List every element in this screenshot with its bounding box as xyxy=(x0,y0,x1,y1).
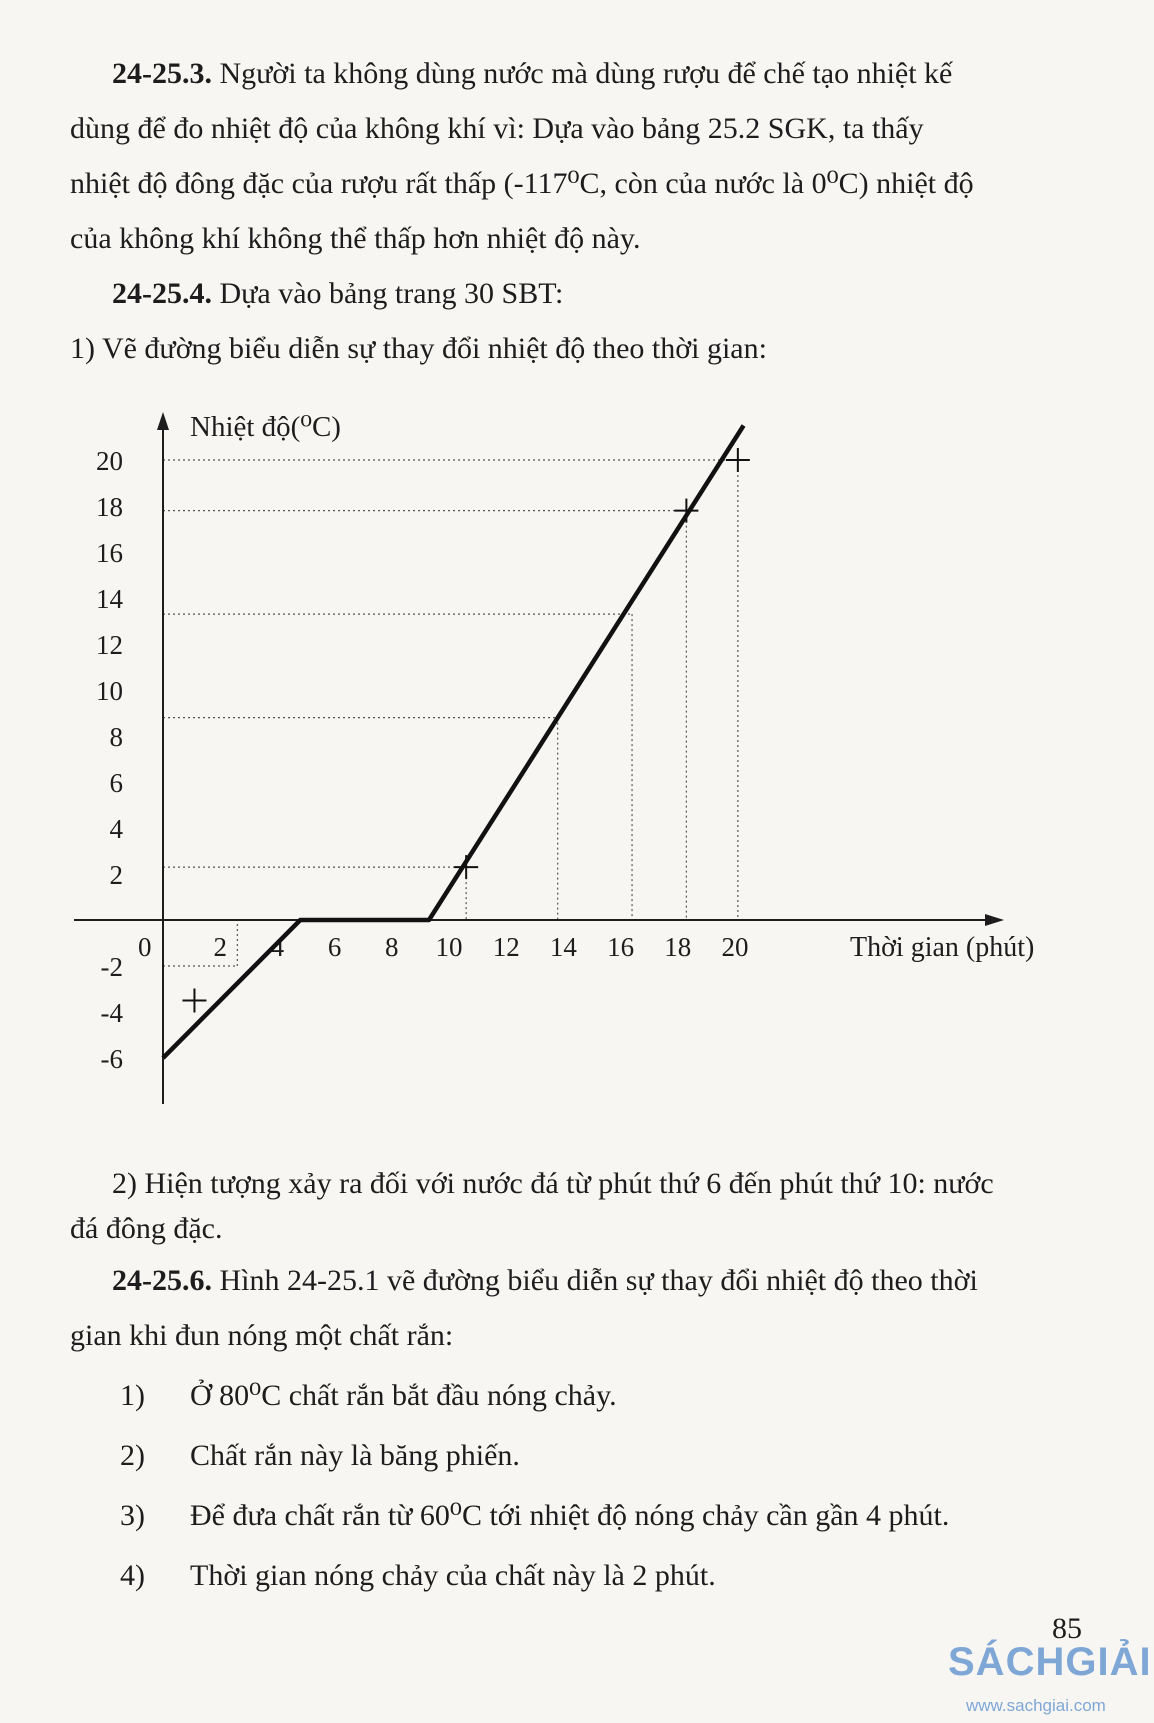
text-line: gian khi đun nóng một chất rắn: xyxy=(70,1319,454,1352)
list-item xyxy=(120,1376,1100,1416)
y-tick-label: -4 xyxy=(100,998,123,1028)
text-line: đá đông đặc. xyxy=(70,1212,223,1245)
text-line: Người ta không dùng nước mà dùng rượu để chế tạo nhiệt kế xyxy=(212,57,953,90)
text-line: nhiệt độ đông đặc của rượu rất thấp (-117⁰C, còn của nước là 0⁰C) nhiệt độ xyxy=(70,167,974,200)
list-item xyxy=(120,1496,1100,1536)
x-tick-label: 10 xyxy=(435,932,463,962)
temperature-line xyxy=(163,426,744,1059)
logo-url: www.sachgiai.com xyxy=(966,1696,1106,1715)
text-line: của không khí không thể thấp hơn nhiệt độ này. xyxy=(70,222,641,255)
y-axis-arrow xyxy=(157,412,169,430)
paragraph-24-25-6 xyxy=(70,1253,1085,1363)
x-axis-label: Thời gian (phút) xyxy=(850,932,1035,963)
paragraph-24-25-3 xyxy=(70,46,1085,266)
item-text: Để đưa chất rắn từ 60⁰C tới nhiệt độ nóng chảy cần gần 4 phút. xyxy=(190,1499,950,1532)
item-number: 1) xyxy=(120,1379,145,1412)
exercise-number: 24-25.3. xyxy=(112,57,212,90)
y-tick-label: 2 xyxy=(109,860,123,890)
chart-markers xyxy=(182,448,749,1013)
x-tick-label: 20 xyxy=(721,932,749,962)
x-tick-label: 6 xyxy=(327,932,342,962)
item-number: 4) xyxy=(120,1559,145,1592)
y-tick-label: 18 xyxy=(96,492,123,522)
x-tick-label: 12 xyxy=(492,932,520,962)
y-axis-label: Nhiệt độ(⁰C) xyxy=(190,411,341,443)
list-item xyxy=(120,1556,1100,1596)
x-tick-label: 8 xyxy=(385,932,399,962)
y-tick-label: 20 xyxy=(96,446,123,476)
x-tick-label: 2 xyxy=(213,932,227,962)
item-text: Thời gian nóng chảy của chất này là 2 phút. xyxy=(190,1559,716,1592)
y-tick-label: -2 xyxy=(100,952,123,982)
y-tick-label: 16 xyxy=(96,538,123,568)
temperature-time-chart xyxy=(0,400,1154,1140)
y-tick-label: 8 xyxy=(109,722,123,752)
x-axis-arrow xyxy=(985,914,1004,926)
paragraph-answer-2 xyxy=(70,1156,1085,1256)
x-tick-label: 0 xyxy=(138,932,152,962)
y-tick-label: -6 xyxy=(100,1044,123,1074)
text-line: Hình 24-25.1 vẽ đường biểu diễn sự thay đổi nhiệt độ theo thời xyxy=(212,1264,978,1297)
text-line: dùng để đo nhiệt độ của không khí vì: Dựa vào bảng 25.2 SGK, ta thấy xyxy=(70,112,924,145)
exercise-number: 24-25.6. xyxy=(112,1264,212,1297)
y-tick-label: 6 xyxy=(109,768,123,798)
y-tick-label: 14 xyxy=(96,584,123,614)
paragraph-24-25-4 xyxy=(70,266,1085,376)
text-line: Dựa vào bảng trang 30 SBT: xyxy=(212,277,564,310)
item-number: 3) xyxy=(120,1499,145,1532)
item-text: Ở 80⁰C chất rắn bắt đầu nóng chảy. xyxy=(190,1379,617,1412)
watermark-logo xyxy=(948,1640,1152,1720)
page-number: 85 xyxy=(1052,1612,1082,1645)
exercise-number: 24-25.4. xyxy=(112,277,212,310)
x-tick-label: 4 xyxy=(270,932,285,962)
x-tick-label: 16 xyxy=(607,932,635,962)
y-tick-label: 10 xyxy=(96,676,123,706)
item-number: 2) xyxy=(120,1439,145,1472)
data-point-marker xyxy=(182,989,206,1013)
item-text: Chất rắn này là băng phiến. xyxy=(190,1439,520,1472)
logo-brand: SÁCHGIẢI xyxy=(948,1640,1152,1684)
text-line: 2) Hiện tượng xảy ra đối với nước đá từ phút thứ 6 đến phút thứ 10: nước xyxy=(112,1167,994,1200)
y-tick-label: 4 xyxy=(109,814,123,844)
x-tick-label: 14 xyxy=(549,932,577,962)
text-line: 1) Vẽ đường biểu diễn sự thay đổi nhiệt độ theo thời gian: xyxy=(70,332,767,365)
y-tick-label: 12 xyxy=(96,630,123,660)
list-item xyxy=(120,1436,1100,1476)
chart-axes xyxy=(74,412,1004,1104)
x-tick-label: 18 xyxy=(664,932,692,962)
chart-ticks xyxy=(96,446,749,1074)
chart-series xyxy=(163,426,744,1059)
